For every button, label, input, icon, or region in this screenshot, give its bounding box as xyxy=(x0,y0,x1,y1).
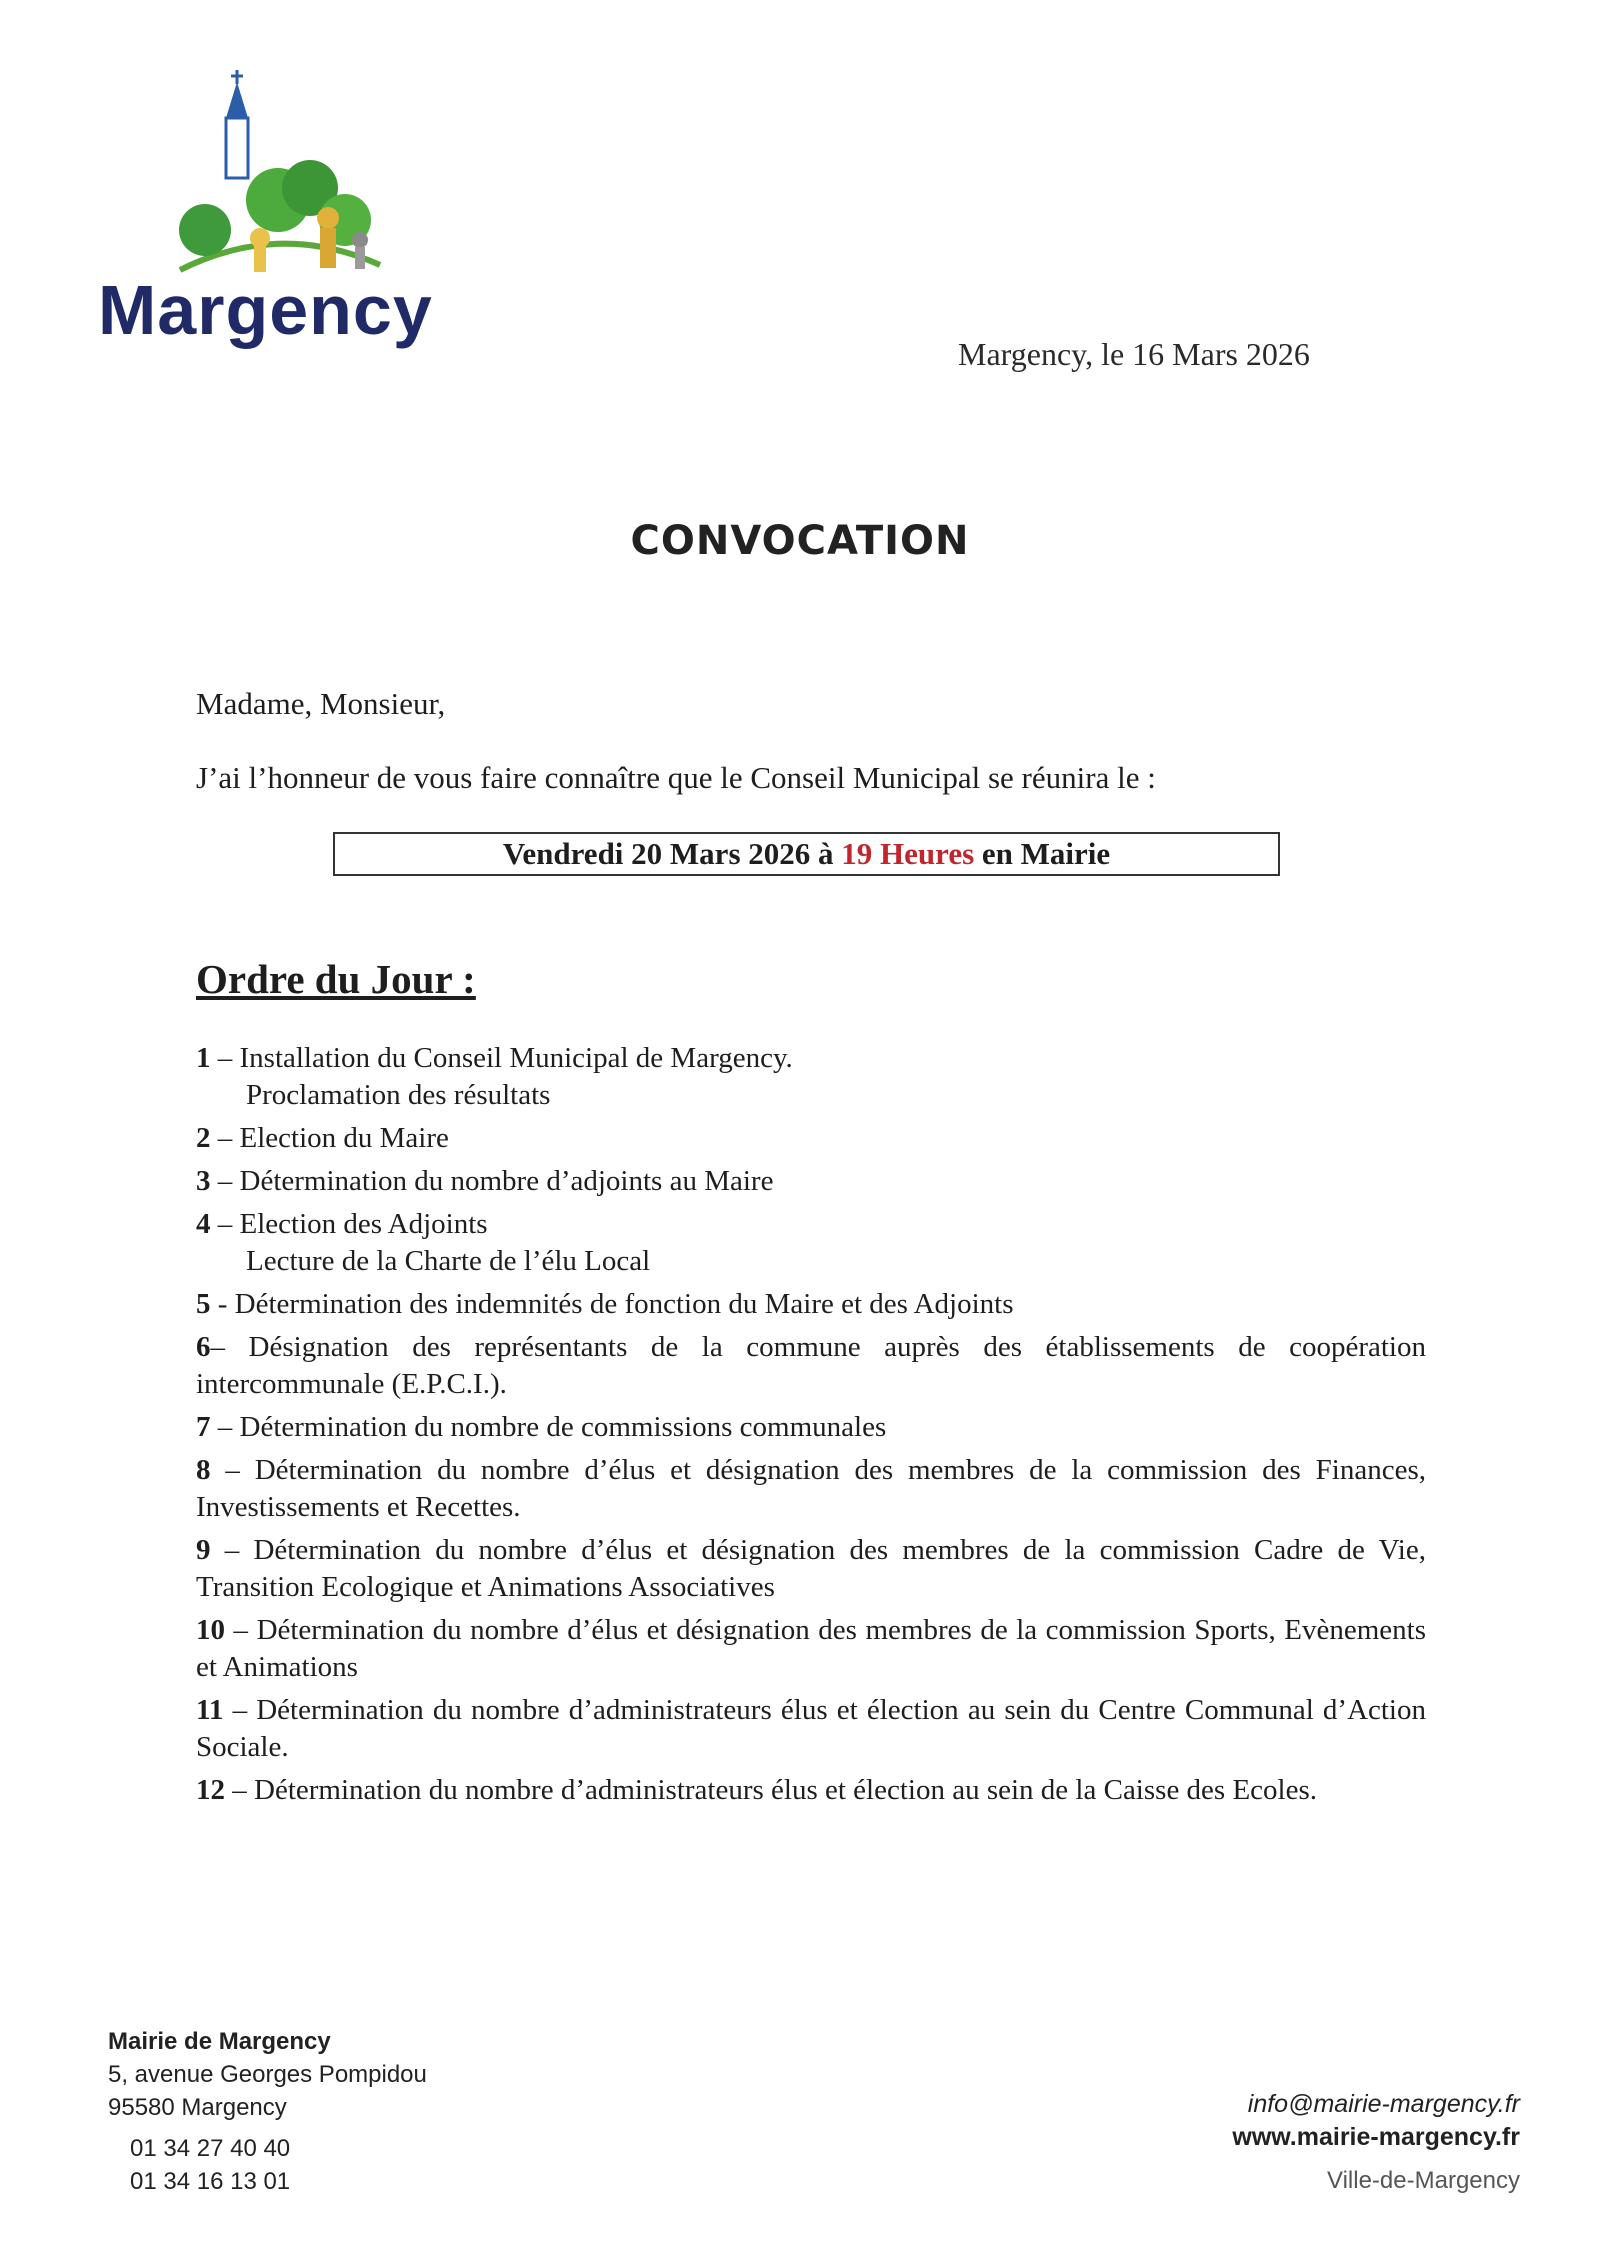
agenda-item-text: Election du Maire xyxy=(239,1122,449,1154)
meeting-date-text: Vendredi 20 Mars 2026 à xyxy=(502,836,834,871)
agenda-item-number: 11 xyxy=(196,1694,224,1726)
agenda-item-number: 2 xyxy=(196,1122,211,1154)
meeting-time: 19 Heures xyxy=(841,836,975,871)
footer-address-line1: 5, avenue Georges Pompidou xyxy=(108,2061,427,2088)
agenda-item-separator: – xyxy=(210,1122,240,1154)
agenda-item-number: 3 xyxy=(196,1165,211,1197)
agenda-item-text: Détermination du nombre de commissions communales xyxy=(239,1411,887,1443)
agenda-item xyxy=(196,1120,1426,1157)
agenda-item xyxy=(196,1163,1426,1200)
footer-website-link[interactable]: www.mairie-margency.fr xyxy=(1232,2123,1520,2151)
agenda-item-number: 6 xyxy=(196,1331,211,1363)
agenda-heading: Ordre du Jour : xyxy=(196,956,476,1002)
greeting: Madame, Monsieur, xyxy=(196,686,446,721)
agenda-item-text: Détermination du nombre d’élus et désignation des membres de la commission Sports, Evènements et Animations xyxy=(196,1614,1427,1683)
agenda-item-separator: – xyxy=(210,1208,240,1240)
agenda-item-separator: – xyxy=(210,1534,254,1566)
page-title: CONVOCATION xyxy=(630,518,970,564)
church-and-trees-icon xyxy=(160,70,400,280)
meeting-date-box xyxy=(333,832,1280,876)
agenda-item-separator: – xyxy=(225,1614,257,1646)
agenda-item xyxy=(196,1612,1426,1686)
agenda-item xyxy=(196,1409,1426,1446)
agenda-item-separator: – xyxy=(210,1411,240,1443)
agenda-item xyxy=(196,1206,1426,1243)
footer-name: Mairie de Margency xyxy=(108,2028,331,2055)
agenda-item-text: Détermination du nombre d’élus et désignation des membres de la commission des Finances, Investissements et Recettes. xyxy=(196,1454,1427,1523)
agenda-item-text: Détermination du nombre d’administrateurs élus et élection au sein de la Caisse des Ecoles. xyxy=(254,1774,1318,1806)
agenda-item-subline: Lecture de la Charte de l’élu Local xyxy=(246,1245,651,1277)
footer-address-line2: 95580 Margency xyxy=(108,2094,287,2121)
agenda-item-separator: – xyxy=(210,1454,255,1486)
agenda-item-number: 4 xyxy=(196,1208,211,1240)
agenda-item xyxy=(196,1329,1426,1403)
footer-phone: 01 34 27 40 40 xyxy=(130,2135,291,2162)
agenda-item-number: 5 xyxy=(196,1288,211,1320)
agenda-item-text: Détermination du nombre d’administrateurs élus et élection au sein du Centre Communal d’Action Sociale. xyxy=(196,1694,1426,1763)
agenda-item-number: 7 xyxy=(196,1411,211,1443)
agenda-item-separator: – xyxy=(210,1331,249,1363)
agenda-item-number: 10 xyxy=(196,1614,225,1646)
logo-wordmark: Margency xyxy=(98,271,433,349)
agenda-item-number: 12 xyxy=(196,1774,225,1806)
letter-date: Margency, le 16 Mars 2026 xyxy=(958,336,1310,372)
agenda-item-subline: Proclamation des résultats xyxy=(246,1079,551,1111)
footer-fax: 01 34 16 13 01 xyxy=(130,2168,291,2195)
agenda-item-number: 9 xyxy=(196,1534,211,1566)
agenda-item-number: 1 xyxy=(196,1042,211,1074)
footer-contact xyxy=(108,2025,427,2198)
agenda-list xyxy=(196,1040,1426,1809)
footer-social-link[interactable]: Ville-de-Margency xyxy=(1327,2167,1520,2194)
margency-logo xyxy=(90,70,450,370)
agenda-item-text: Désignation des représentants de la commune auprès des établissements de coopération intercommunale (E.P.C.I.). xyxy=(196,1331,1426,1400)
agenda-item-separator: – xyxy=(210,1042,240,1074)
footer-email-link[interactable]: info@mairie-margency.fr xyxy=(1247,2090,1520,2118)
agenda-item-number: 8 xyxy=(196,1454,211,1486)
footer-online xyxy=(1232,2088,1520,2197)
meeting-location: en Mairie xyxy=(981,836,1111,871)
agenda-item-text: Détermination du nombre d’élus et désignation des membres de la commission Cadre de Vie, Transition Ecologique et Animations Associatives xyxy=(196,1534,1426,1603)
agenda-item-separator: – xyxy=(223,1694,257,1726)
agenda-item xyxy=(196,1532,1426,1606)
agenda-item xyxy=(196,1040,1426,1077)
agenda-item-separator: – xyxy=(225,1774,254,1806)
agenda-item xyxy=(196,1692,1426,1766)
agenda-item-text: Election des Adjoints xyxy=(239,1208,488,1240)
agenda-item-text: Installation du Conseil Municipal de Margency. xyxy=(239,1042,793,1074)
intro-text: J’ai l’honneur de vous faire connaître que le Conseil Municipal se réunira le : xyxy=(196,760,1156,795)
agenda-item xyxy=(196,1772,1426,1809)
agenda-item xyxy=(196,1286,1426,1323)
agenda-item-text: Détermination des indemnités de fonction du Maire et des Adjoints xyxy=(234,1288,1014,1320)
agenda-item-separator: - xyxy=(210,1288,235,1320)
agenda-item xyxy=(196,1452,1426,1526)
agenda-item-separator: – xyxy=(210,1165,240,1197)
agenda-item-text: Détermination du nombre d’adjoints au Maire xyxy=(239,1165,774,1197)
